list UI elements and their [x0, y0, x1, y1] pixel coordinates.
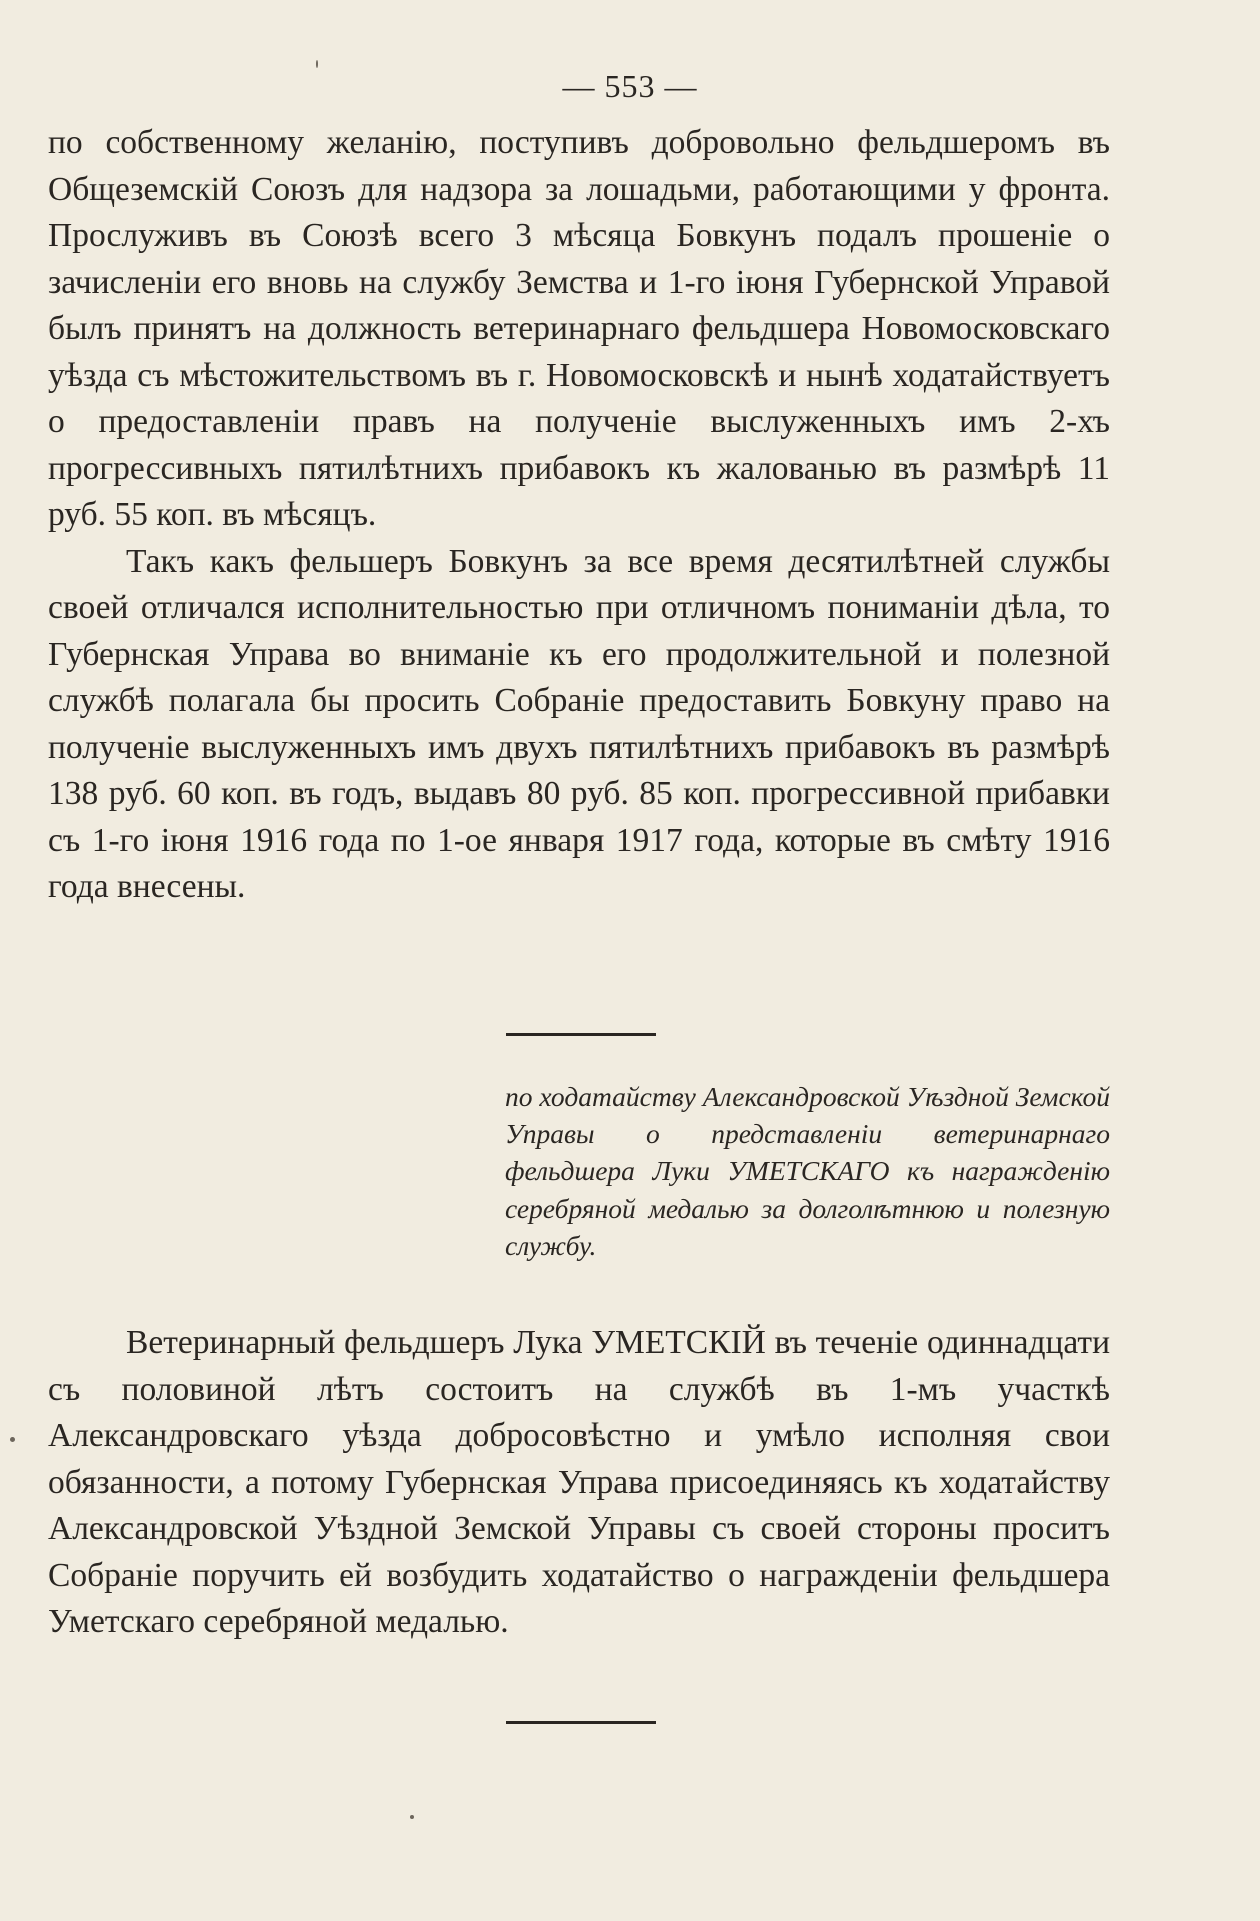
section-heading-text: по ходатайству Александровской Уѣздной Земской Управы о представленіи ветеринарнаго фельдшера Луки УМЕТСКАГО къ награжденію серебряной медалью за долголѣтнюю и полезную службу.	[505, 1081, 1110, 1261]
body-text-section-1	[48, 120, 1110, 911]
paragraph-bovkun-resolution: Такъ какъ фельшеръ Бовкунъ за все время десятилѣтней службы своей отличался исполнительностью при отличномъ пониманіи дѣла, то Губернская Управа во вниманіе къ его продолжительной и полезной службѣ полагала бы просить Собраніе предоставить Бовкуну право на полученіе выслуженныхъ имъ двухъ пятилѣтнихъ прибавокъ въ размѣрѣ 138 руб. 60 коп. въ годъ, выдавъ 80 руб. 85 коп. прогрессивной прибавки съ 1-го іюня 1916 года по 1-ое января 1917 года, которые въ смѣту 1916 года внесены.	[48, 542, 1110, 905]
paper-speck	[10, 1437, 15, 1442]
paragraph-continuation: по собственному желанію, поступивъ добровольно фельдшеромъ въ Общеземскій Союзъ для надзора за лошадьми, работающими у фронта. Прослуживъ въ Союзѣ всего 3 мѣсяца Бовкунъ подалъ прошеніе о зачисленіи его вновь на службу Земства и 1-го іюня Губернской Управой былъ принятъ на должность ветеринарнаго фельдшера Новомосковскаго уѣзда съ мѣстожительствомъ въ г. Новомосковскѣ и нынѣ ходатайствуетъ о предоставленіи правъ на полученіе выслуженныхъ имъ 2-хъ прогрессивныхъ пятилѣтнихъ прибавокъ къ жалованью въ размѣрѣ 11 руб. 55 коп. въ мѣсяцъ.	[48, 124, 1110, 533]
section-heading	[505, 1078, 1110, 1264]
paper-speck	[316, 60, 318, 68]
paper-speck	[410, 1815, 414, 1819]
section-divider-end	[506, 1721, 656, 1724]
paragraph-umetsky: Ветеринарный фельдшеръ Лука УМЕТСКІЙ въ теченіе одиннадцати съ половиной лѣтъ состоитъ на службѣ въ 1-мъ участкѣ Александровскаго уѣзда добросовѣстно и умѣло исполняя свои обязанности, а потому Губернская Управа присоединяясь къ ходатайству Александровской Уѣздной Земской Управы съ своей стороны проситъ Собраніе поручить ей возбудить ходатайство о награжденіи фельдшера Уметскаго серебряной медалью.	[48, 1324, 1110, 1640]
page-number: — 553 —	[562, 68, 698, 104]
body-text-section-2	[48, 1320, 1110, 1646]
section-divider	[506, 1033, 656, 1036]
